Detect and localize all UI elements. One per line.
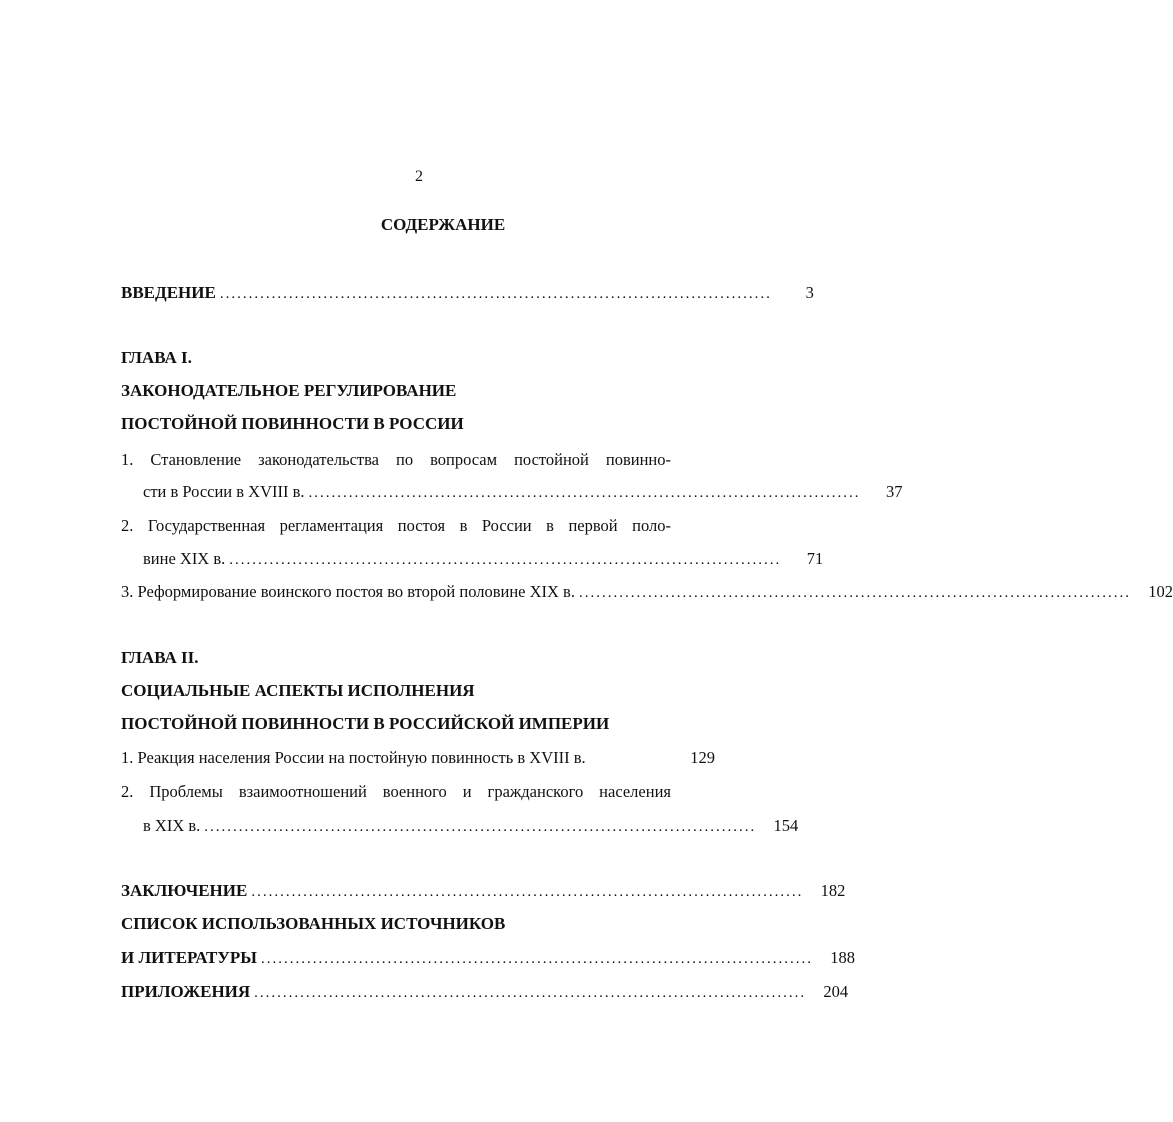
toc-label: ЗАКЛЮЧЕНИЕ	[121, 881, 248, 900]
dot-leader: ................................................................................................	[229, 552, 782, 568]
toc-page-number: 102	[1148, 582, 1173, 601]
toc-entry-1-1[interactable]	[143, 481, 903, 504]
chapter-2-title-line1: СОЦИАЛЬНЫЕ АСПЕКТЫ ИСПОЛНЕНИЯ	[121, 681, 475, 700]
chapter-1-heading: ГЛАВА I.	[121, 348, 192, 367]
toc-page-number: 129	[690, 748, 715, 767]
toc-page-number: 3	[805, 283, 814, 302]
dot-leader: ................................................................................................	[578, 585, 1131, 601]
toc-entry-appendix[interactable]	[121, 981, 849, 1004]
toc-entry-intro[interactable]	[121, 282, 814, 305]
toc-entry-2-2[interactable]	[143, 815, 799, 838]
toc-entry-2-1[interactable]	[121, 747, 715, 769]
chapter-1-title-line1: ЗАКОНОДАТЕЛЬНОЕ РЕГУЛИРОВАНИЕ	[121, 381, 457, 400]
toc-label: 3. Реформирование воинского постоя во второй половине XIX в.	[121, 582, 575, 601]
toc-page-number: 154	[773, 816, 799, 835]
toc-entry-1-2-line1: 2. Государственная регламентация постоя в России в первой поло-	[121, 516, 671, 535]
toc-page-number: 204	[823, 982, 849, 1001]
toc-page-number: 188	[830, 948, 855, 967]
dot-leader: ................................................................................................	[204, 819, 757, 835]
toc-sources-line1: СПИСОК ИСПОЛЬЗОВАННЫХ ИСТОЧНИКОВ	[121, 914, 506, 933]
dot-leader: ................................................................................................	[254, 985, 807, 1001]
toc-label: в XIX в.	[143, 816, 201, 835]
toc-label: И ЛИТЕРАТУРЫ	[121, 948, 257, 967]
toc-label: 1. Реакция населения России на постойную повинность в XVIII в.	[121, 748, 586, 767]
toc-page-number: 182	[820, 881, 846, 900]
chapter-2-title-line2: ПОСТОЙНОЙ ПОВИННОСТИ В РОССИЙСКОЙ ИМПЕРИИ	[121, 714, 610, 733]
toc-entry-1-2[interactable]	[143, 548, 824, 571]
dot-leader: ................................................................................................	[219, 286, 772, 302]
toc-page-number: 71	[806, 549, 824, 568]
toc-entry-conclusion[interactable]	[121, 880, 846, 903]
toc-entry-1-3[interactable]	[121, 581, 1173, 604]
chapter-1-title-line2: ПОСТОЙНОЙ ПОВИННОСТИ В РОССИИ	[121, 414, 464, 433]
toc-entry-sources[interactable]	[121, 947, 855, 970]
toc-label: вине XIX в.	[143, 549, 226, 568]
toc-entry-1-1-line1: 1. Становление законодательства по вопросам постойной повинно-	[121, 450, 671, 469]
page-title: СОДЕРЖАНИЕ	[380, 215, 506, 234]
toc-label: сти в России в XVIII в.	[143, 482, 305, 501]
toc-page-number: 37	[886, 482, 903, 501]
dot-leader: ................................................................................................	[308, 485, 861, 501]
toc-entry-2-2-line1: 2. Проблемы взаимоотношений военного и гражданского населения	[121, 782, 671, 801]
toc-label: ВВЕДЕНИЕ	[121, 283, 216, 302]
chapter-2-heading: ГЛАВА II.	[121, 648, 199, 667]
toc-label: ПРИЛОЖЕНИЯ	[121, 982, 251, 1001]
dot-leader: ................................................................................................	[251, 884, 804, 900]
page-number: 2	[415, 168, 423, 185]
dot-leader: ................................................................................................	[260, 951, 813, 967]
